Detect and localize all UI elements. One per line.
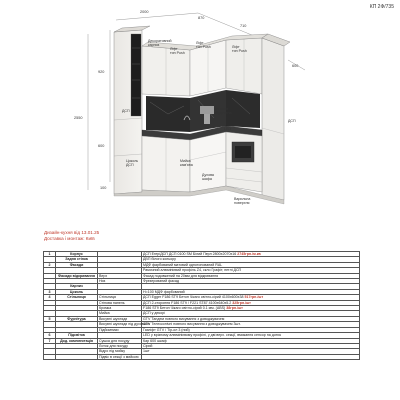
- note-plinth: Цоколь ДСП: [126, 159, 139, 167]
- note-lift-right: Ліфт тип Push: [232, 45, 247, 53]
- row-price: 38грн./шт: [226, 306, 243, 311]
- row-category-text: Карниз: [70, 284, 83, 289]
- note-dsp-right: ДСП: [288, 119, 296, 123]
- extractor-hood: [200, 106, 214, 114]
- row-category-text: Фурнітура: [67, 316, 86, 321]
- row-number-text: 7: [48, 338, 51, 343]
- row-number-text: 5: [48, 316, 51, 321]
- tall-right-cabinet: [262, 34, 290, 200]
- row-field-text: Низ: [99, 279, 106, 284]
- base-cabinets: [142, 132, 262, 192]
- row-number-text: 2: [48, 262, 51, 267]
- row-category: [56, 338, 98, 343]
- row-field-text: Сушка для посуду: [99, 338, 130, 343]
- row-value-text: Рамочний алюмінієвий профіль Z4, скло Графіт, петлі ДСП: [143, 268, 242, 273]
- row-value-text: ДВП білого кольору: [143, 257, 176, 262]
- row-field-text: Висувні шухляди під духовкою: [99, 322, 151, 327]
- note-lift-left: Ліфт тип Push: [170, 47, 185, 55]
- order-info: [44, 230, 99, 242]
- note-sink: Мийка кам'яна: [180, 159, 193, 167]
- row-field-text: Мийка: [99, 311, 110, 316]
- order-date: Дизайн-кухня від 13.01.25: [44, 230, 100, 235]
- row-value-text: Н=100 МДФ фарбований: [143, 289, 185, 294]
- row-field-text: Лоток для посуду: [99, 343, 128, 348]
- row-field-text: Підйомники: [99, 327, 119, 332]
- row-value-text: F186 ST9 Бетон Чікаго світло-сірий 0.1 мм. (ABS): [143, 306, 226, 311]
- dim-top-left: 2000: [140, 10, 149, 14]
- specification-table: [43, 251, 360, 360]
- row-category-text: Дод. комплектація: [60, 338, 93, 343]
- row-price: 2745грн./м.кв: [237, 252, 261, 256]
- row-field-text: Відро під мийку: [99, 349, 126, 354]
- row-category-text: Підсвітка: [68, 333, 85, 338]
- row-value-text: GTV Тандем повного висування з доводжувачем: [143, 316, 225, 321]
- row-category-text: Цоколь: [69, 289, 84, 294]
- row-number-text: 6: [48, 333, 51, 338]
- row-field-text: Стінова панель: [99, 300, 125, 305]
- note-hob: Варильна поверхня: [234, 197, 251, 205]
- note-oven: Духова шафа: [202, 173, 214, 181]
- row-value-text: ДСП у декорі: [143, 311, 165, 316]
- row-field-text: Висувні шухляди: [99, 316, 128, 321]
- specification-table-body: [44, 252, 360, 360]
- row-field: [98, 322, 151, 327]
- row-field-text: Підвіс в секції з мийкою: [99, 354, 139, 359]
- backsplash-panel: [146, 90, 260, 132]
- row-category-text: Задня стінка: [65, 257, 88, 262]
- note-cornice: Декоративний карниз: [148, 39, 172, 47]
- note-led: LED: [224, 127, 231, 131]
- row-field-text: Кромка: [99, 306, 112, 311]
- row-value-text: Газліфт GTV / Тір-ол 3 (ний): [143, 327, 190, 332]
- kitchen-drawing: [18, 10, 308, 212]
- glass-showcase-door: [131, 34, 141, 116]
- dim-plinth: 100: [100, 186, 107, 190]
- dim-top-mid: 870: [198, 16, 205, 20]
- row-category-text: Фасади відкривання: [58, 273, 95, 278]
- row-price: 325грн./шт: [232, 300, 251, 305]
- note-dsp-left: ДСП: [122, 109, 130, 113]
- row-value-text: МДФ фарбований матовий однотонований RAL: [143, 262, 223, 267]
- row-value-text: GTV Телескопічні повного висування з доводжувачем 3шт.: [143, 322, 241, 327]
- row-value-text: ДСП Егер/ДСП ДСП 0100 SM Білий Перл 2800х2070х16: [143, 252, 237, 256]
- row-field-text: Стільниця: [99, 295, 117, 300]
- row-value-text: Фасад подовжений на 20мм для відкривання: [143, 273, 219, 278]
- row-price: 517грн./шт: [244, 295, 264, 300]
- row-number-text: 3: [48, 289, 51, 294]
- note-lift-mid: Ліфт тип Push: [196, 41, 211, 49]
- row-number-text: 1: [48, 252, 51, 256]
- row-value-text: Кар 600 шкаф: [143, 338, 167, 343]
- row-value-text: ДСП Egger F186 ST9 Бетон Чікаго світло-сірий 4100х600х38: [143, 295, 244, 300]
- dim-top-right: 710: [240, 24, 247, 28]
- dim-height-mid: 600: [98, 144, 105, 148]
- row-category-text: Фасади: [69, 262, 84, 267]
- row-number: [44, 354, 56, 359]
- dim-side-depth: 600: [292, 64, 299, 68]
- row-category-text: Корпус: [70, 252, 83, 256]
- row-number-text: 4: [48, 295, 51, 300]
- row-value-text: Сірий: [143, 343, 153, 348]
- row-field-text: Верх: [99, 273, 108, 278]
- row-value-text: ДСП 2-стороння F186 ST9 / F221 ST87 4100х640х5.2: [143, 300, 232, 305]
- document-code: КП 2Ф/735: [369, 4, 394, 10]
- row-value: [142, 354, 360, 359]
- dim-height-upper: 920: [98, 70, 105, 74]
- row-value-text: 1шт: [143, 349, 150, 354]
- row-category: [56, 354, 98, 359]
- row-field: [98, 354, 142, 359]
- table-row: [44, 354, 360, 359]
- row-category: [56, 273, 98, 278]
- delivery-info: Доставка і монтаж: Київ: [44, 236, 95, 241]
- note-hood: Витяжка вбудована: [214, 107, 232, 115]
- row-value-text: Фрезерований фасад: [143, 279, 179, 284]
- row-value-text: LED у врізному алюмінієвому профілі, у дві верх. секції, вмикання сенсор на дотик: [143, 333, 282, 338]
- dim-height-total: 2550: [74, 116, 83, 120]
- row-category-text: Стільниця: [67, 295, 86, 300]
